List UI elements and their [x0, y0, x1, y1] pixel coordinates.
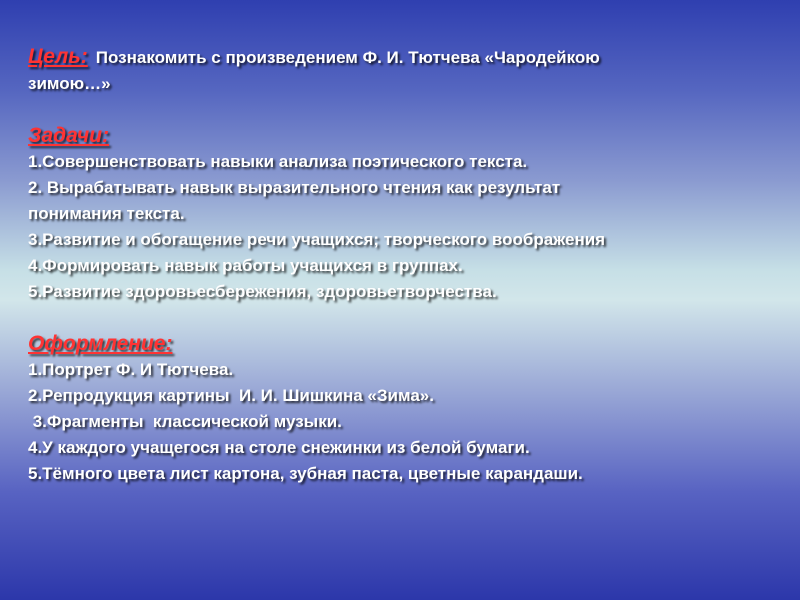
tasks-heading: Задачи: — [28, 124, 110, 147]
slide-content — [28, 44, 793, 487]
task-item: понимания текста. — [28, 204, 185, 223]
tasks-list — [28, 149, 793, 305]
task-item: 4.Формировать навык работы учащихся в группах. — [28, 256, 463, 275]
design-item: 1.Портрет Ф. И Тютчева. — [28, 360, 234, 379]
task-item: 5.Развитие здоровьесбережения, здоровьетворчества. — [28, 282, 497, 301]
design-item: 2.Репродукция картины И. И. Шишкина «Зима». — [28, 386, 434, 405]
design-heading: Оформление: — [28, 332, 173, 355]
task-item: 1.Совершенствовать навыки анализа поэтического текста. — [28, 152, 528, 171]
spacer — [28, 97, 793, 123]
task-item: 3.Развитие и обогащение речи учащихся; творческого воображения — [28, 230, 606, 249]
goal-heading: Цель: — [28, 45, 88, 68]
spacer — [28, 305, 793, 331]
design-item: 5.Тёмного цвета лист картона, зубная паста, цветные карандаши. — [28, 464, 583, 483]
design-heading-line — [28, 331, 793, 357]
tasks-heading-line — [28, 123, 793, 149]
design-item: 4.У каждого учащегося на столе снежинки из белой бумаги. — [28, 438, 530, 457]
design-list — [28, 357, 793, 487]
design-item: 3.Фрагменты классической музыки. — [28, 412, 342, 431]
goal-text: Познакомить с произведением Ф. И. Тютчева «Чародейкою — [95, 48, 600, 67]
goal-line — [28, 44, 793, 71]
goal-text-continuation: зимою…» — [28, 74, 111, 93]
task-item: 2. Вырабатывать навык выразительного чтения как результат — [28, 178, 561, 197]
